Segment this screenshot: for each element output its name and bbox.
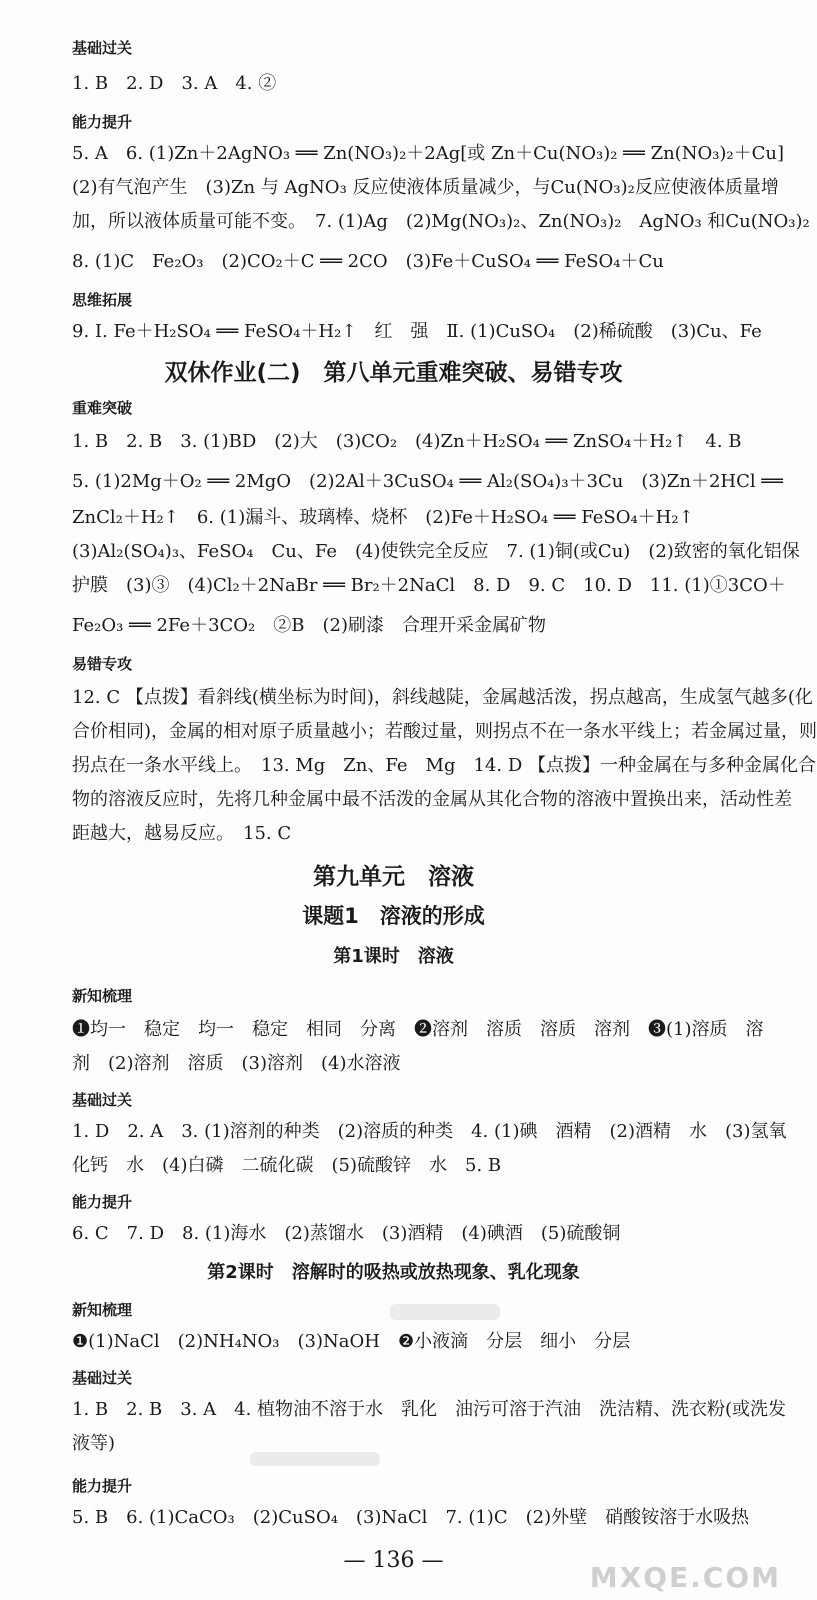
answer-line: 5. A 6. (1)Zn＋2AgNO₃ ══ Zn(NO₃)₂＋2Ag[或 Zn＋Cu(NO₃)₂ ══ Zn(NO₃)₂＋Cu] — [72, 143, 785, 164]
heading-key: 重难突破 — [72, 399, 133, 417]
answer-line: 液等) — [72, 1433, 116, 1454]
heading-thinking: 思维拓展 — [72, 291, 133, 309]
answer-line: 1. D 2. A 3. (1)溶剂的种类 (2)溶质的种类 4. (1)碘 酒精 (2)酒精 水 (3)氢氧 — [72, 1121, 787, 1142]
answer-line: 1. B 2. D 3. A 4. ② — [72, 73, 277, 94]
answer-line: 加，所以液体质量可能不变。 7. (1)Ag (2)Mg(NO₃)₂、Zn(NO₃)₂ AgNO₃ 和Cu(NO₃)₂ — [72, 211, 810, 232]
heading-new: 新知梳理 — [72, 987, 133, 1005]
heading-new: 新知梳理 — [72, 1301, 133, 1319]
heading-basic: 基础过关 — [72, 1369, 133, 1387]
watermark-logo: MXQE.COM — [589, 1561, 781, 1594]
period-title: 第1课时 溶液 — [333, 946, 454, 967]
heading-ability: 能力提升 — [72, 1477, 133, 1495]
unit-title: 第九单元 溶液 — [313, 864, 474, 890]
answer-line: 护膜 (3)③ (4)Cl₂＋2NaBr ══ Br₂＋2NaCl 8. D 9. C 10. D 11. (1)①3CO＋ — [72, 575, 786, 596]
answer-line: (3)Al₂(SO₄)₃、FeSO₄ Cu、Fe (4)使铁完全反应 7. (1)铜(或Cu) (2)致密的氧化铝保 — [72, 541, 800, 562]
answer-line: 5. (1)2Mg＋O₂ ══ 2MgO (2)2Al＋3CuSO₄ ══ Al₂(SO₄)₃＋3Cu (3)Zn＋2HCl ══ — [72, 471, 784, 492]
answer-line: 6. C 7. D 8. (1)海水 (2)蒸馏水 (3)酒精 (4)碘酒 (5)硫酸铜 — [72, 1223, 621, 1244]
heading-basic: 基础过关 — [72, 1091, 133, 1109]
answer-line: 5. B 6. (1)CaCO₃ (2)CuSO₄ (3)NaCl 7. (1)C (2)外壁 硝酸铵溶于水吸热 — [72, 1507, 750, 1528]
heading-ability: 能力提升 — [72, 113, 133, 131]
answer-line: 8. (1)C Fe₂O₃ (2)CO₂＋C ══ 2CO (3)Fe＋CuSO₄ ══ FeSO₄＋Cu — [72, 251, 664, 272]
lesson-title: 课题1 溶液的形成 — [302, 904, 485, 928]
heading-error: 易错专攻 — [72, 655, 133, 673]
period-title: 第2课时 溶解时的吸热或放热现象、乳化现象 — [207, 1262, 580, 1283]
answer-line: ZnCl₂＋H₂↑ 6. (1)漏斗、玻璃棒、烧杯 (2)Fe＋H₂SO₄ ══ FeSO₄＋H₂↑ — [72, 507, 694, 528]
heading-basic: 基础过关 — [72, 39, 133, 57]
answer-line: ❶均一 稳定 均一 稳定 相同 分离 ❷溶剂 溶质 溶质 溶剂 ❸(1)溶质 溶 — [72, 1019, 764, 1040]
answer-line: 化钙 水 (4)白磷 二硫化碳 (5)硫酸锌 水 5. B — [72, 1155, 502, 1176]
answer-line: 拐点在一条水平线上。 13. Mg Zn、Fe Mg 14. D 【点拨】一种金属在与多种金属化合 — [72, 755, 817, 776]
answer-line: 12. C 【点拨】看斜线(横坐标为时间)，斜线越陡，金属越活泼，拐点越高，生成氢气越多(化 — [72, 687, 813, 708]
answer-line: Fe₂O₃ ══ 2Fe＋3CO₂ ②B (2)刷漆 合理开采金属矿物 — [72, 615, 546, 636]
page-number: — 136 — — [343, 1548, 444, 1573]
answer-line: 合价相同)，金属的相对原子质量越小；若酸过量，则拐点不在一条水平线上；若金属过量，则 — [72, 721, 817, 742]
answer-line: 距越大，越易反应。 15. C — [72, 823, 292, 844]
answer-line: 1. B 2. B 3. A 4. 植物油不溶于水 乳化 油污可溶于汽油 洗洁精、洗衣粉(或洗发 — [72, 1399, 787, 1420]
scan-smudge — [390, 1304, 500, 1320]
heading-ability: 能力提升 — [72, 1193, 133, 1211]
scan-smudge — [250, 1452, 380, 1466]
section-title: 双休作业(二) 第八单元重难突破、易错专攻 — [164, 360, 623, 386]
answer-line: 剂 (2)溶剂 溶质 (3)溶剂 (4)水溶液 — [72, 1053, 401, 1074]
answer-line: (2)有气泡产生 (3)Zn 与 AgNO₃ 反应使液体质量减少，与Cu(NO₃)₂反应使液体质量增 — [72, 177, 779, 198]
answer-line: ❶(1)NaCl (2)NH₄NO₃ (3)NaOH ❷小液滴 分层 细小 分层 — [72, 1331, 631, 1352]
answer-line: 物的溶液反应时，先将几种金属中最不活泼的金属从其化合物的溶液中置换出来，活动性差 — [72, 789, 792, 810]
answer-line: 1. B 2. B 3. (1)BD (2)大 (3)CO₂ (4)Zn＋H₂SO₄ ══ ZnSO₄＋H₂↑ 4. B — [72, 431, 742, 452]
answer-line: 9. Ⅰ. Fe＋H₂SO₄ ══ FeSO₄＋H₂↑ 红 强 Ⅱ. (1)CuSO₄ (2)稀硫酸 (3)Cu、Fe — [72, 321, 762, 342]
